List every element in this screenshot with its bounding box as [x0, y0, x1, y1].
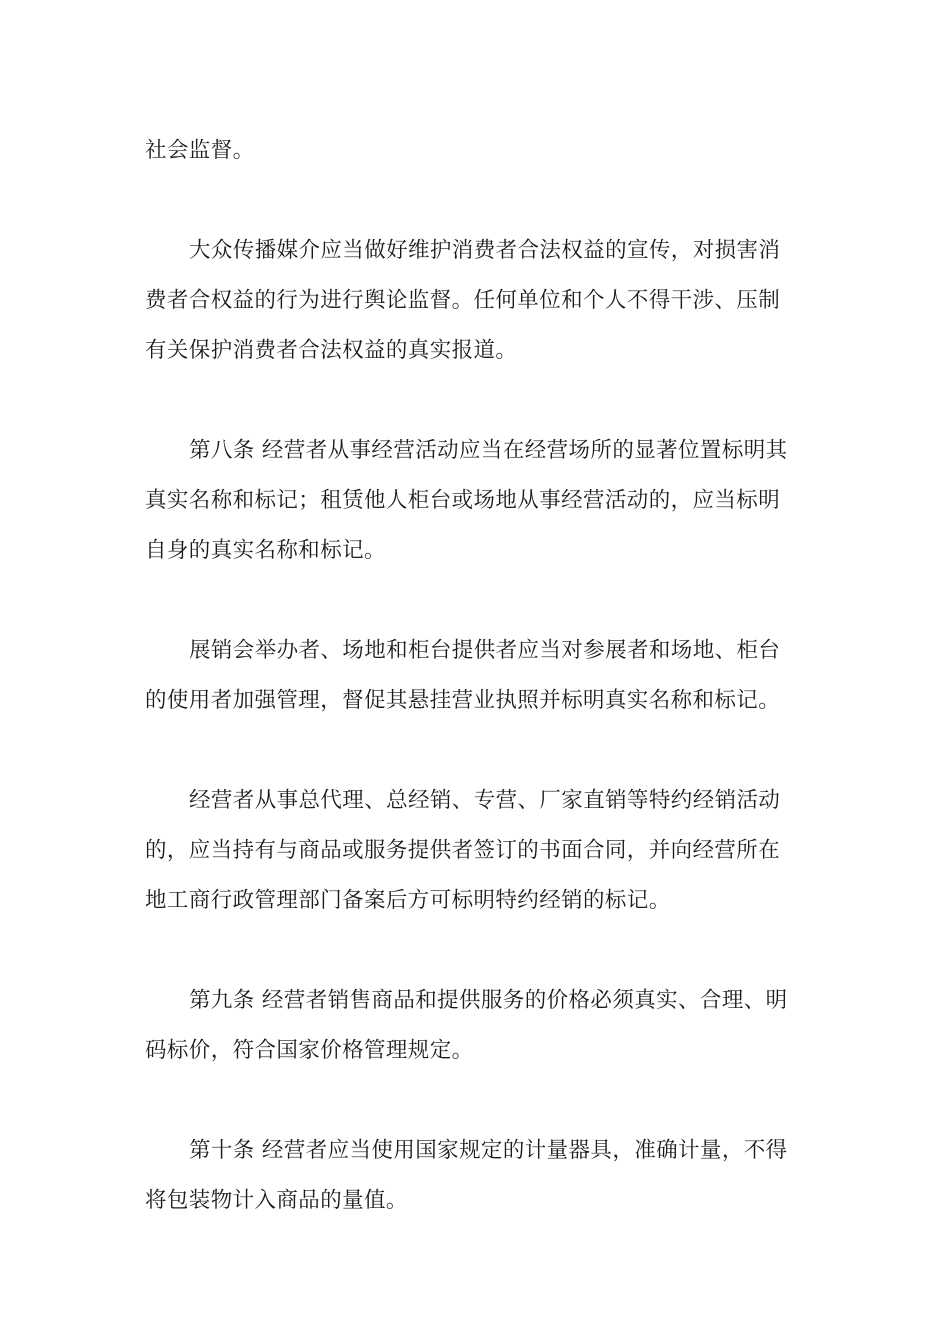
text-line: 自身的真实名称和标记。	[145, 538, 386, 563]
text-line: 经营者从事总代理、总经销、专营、厂家直销等特约经销活动	[189, 788, 781, 813]
text-line: 社会监督。	[145, 138, 255, 163]
text-line: 费者合权益的行为进行舆论监督。任何单位和个人不得干涉、压制	[145, 288, 781, 313]
text-line: 第八条 经营者从事经营活动应当在经营场所的显著位置标明其	[189, 438, 788, 463]
text-line: 有关保护消费者合法权益的真实报道。	[145, 338, 518, 363]
text-line: 的使用者加强管理，督促其悬挂营业执照并标明真实名称和标记。	[145, 688, 781, 713]
text-line: 第九条 经营者销售商品和提供服务的价格必须真实、合理、明	[189, 988, 788, 1013]
text-line: 码标价，符合国家价格管理规定。	[145, 1038, 474, 1063]
text-line: 第十条 经营者应当使用国家规定的计量器具，准确计量，不得	[189, 1138, 788, 1163]
text-line: 将包装物计入商品的量值。	[145, 1188, 408, 1213]
text-line: 的，应当持有与商品或服务提供者签订的书面合同，并向经营所在	[145, 838, 781, 863]
text-line: 展销会举办者、场地和柜台提供者应当对参展者和场地、柜台	[189, 638, 781, 663]
text-line: 真实名称和标记；租赁他人柜台或场地从事经营活动的，应当标明	[145, 488, 781, 513]
text-line: 大众传播媒介应当做好维护消费者合法权益的宣传，对损害消	[189, 238, 781, 263]
text-line: 地工商行政管理部门备案后方可标明特约经销的标记。	[145, 888, 671, 913]
